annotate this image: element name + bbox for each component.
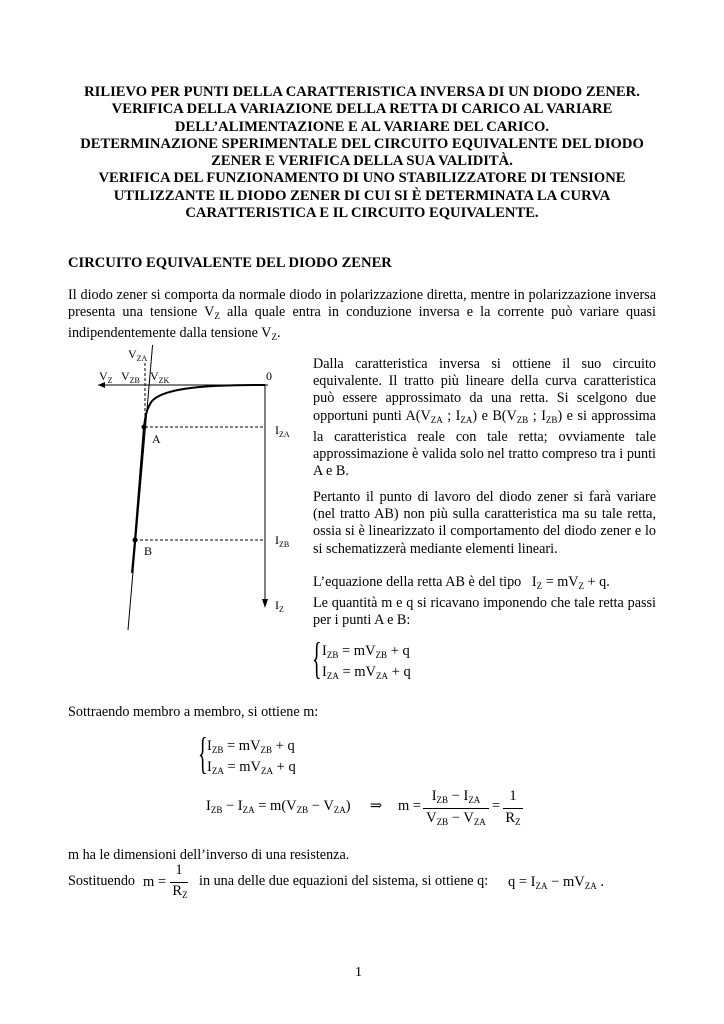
system-eq-1: $I_{ZB} = mV_{ZB} + q$ [322, 643, 410, 660]
m-denominator: $V_{ZB} - V_{ZA}$ [426, 810, 486, 827]
title-line: DELL’ALIMENTAZIONE E AL VARIARE DEL CARICO. [174, 118, 550, 135]
document-title [60, 84, 664, 222]
point-b-marker [133, 538, 138, 543]
substitute-one: 1 [175, 862, 183, 878]
system-eq-2: $I_{ZA} = mV_{ZA} + q$ [322, 664, 411, 681]
difference-equation: $I_{ZB} - I_{ZA} = m(V_{ZB} - V_{ZA})$ [206, 798, 351, 815]
page-number: 1 [355, 965, 362, 980]
intro-paragraph [68, 287, 656, 347]
title-line: RILIEVO PER PUNTI DELLA CARATTERISTICA INVERSA DI UN DIODO ZENER. [84, 84, 640, 100]
izb-label: $I_{ZB}$ [275, 533, 290, 549]
origin-label: 0 [266, 369, 272, 383]
zener-characteristic-graph [90, 345, 300, 630]
system-brace: { [312, 634, 322, 683]
title-line: UTILIZZANTE IL DIODO ZENER DI CUI SI È DETERMINATA LA CURVA [113, 187, 611, 204]
rz-denominator: $R_Z$ [505, 810, 521, 827]
system-eq-1b: $I_{ZB} = mV_{ZB} + q$ [207, 738, 295, 755]
subtract-text: Sottraendo membro a membro, si ottiene m: [68, 704, 319, 720]
title-line: VERIFICA DELLA VARIAZIONE DELLA RETTA DI CARICO AL VARIARE [111, 101, 613, 118]
vzb-label: $V_{ZB}$ [121, 369, 140, 385]
intro-text: alla quale entra in conduzione inversa e la corrente può variare quasi indipendentemente dalla tensione V [68, 304, 656, 342]
vzk-label: $V_{ZK}$ [150, 369, 170, 385]
m-equals: m = [398, 798, 422, 814]
vza-label: $V_{ZA}$ [128, 347, 148, 363]
title-line: ZENER E VERIFICA DELLA SUA VALIDITÀ. [211, 153, 513, 170]
intro-sub: Z [271, 332, 277, 343]
substitute-m-equals: m = [143, 874, 167, 890]
section-heading: CIRCUITO EQUIVALENTE DEL DIODO ZENER [68, 255, 392, 271]
right-paragraph-3: L’equazione della retta AB è del tipo $I_Z = mV_Z + q$. Le quantità m e q si ricavano imponendo che tale retta passi per i punti A e B: [313, 574, 656, 629]
intro-text: Il diodo zener si comporta da normale diodo in polarizzazione diretta, mentre in polarizzazione inversa presenta una tensione V [68, 287, 656, 321]
point-a-label: A [152, 432, 161, 446]
m-dimension-text: m ha le dimensioni dell’inverso di una resistenza. [68, 847, 350, 863]
iza-label: $I_{ZA}$ [275, 423, 290, 439]
title-line: VERIFICA DEL FUNZIONAMENTO DI UNO STABILIZZATORE DI TENSIONE [98, 170, 626, 187]
point-a-marker [142, 425, 147, 430]
rz-fraction-bar [503, 808, 523, 809]
iz-label: $I_Z$ [275, 598, 284, 614]
title-line: CARATTERISTICA E IL CIRCUITO EQUIVALENTE. [185, 205, 539, 222]
point-b-label: B [144, 544, 153, 558]
q-equation: $q = I_{ZA} - mV_{ZA}$ . [508, 874, 604, 891]
substitute-rz: $R_Z$ [172, 883, 188, 900]
one-numerator: 1 [509, 788, 517, 804]
system-eq-2b: $I_{ZA} = mV_{ZA} + q$ [207, 759, 296, 776]
intro-sub: Z [214, 311, 220, 322]
intro-text: . [276, 325, 281, 342]
equals-sign: = [492, 798, 501, 814]
vz-label: $V_Z$ [99, 369, 113, 385]
right-paragraph-1: Dalla caratteristica inversa si ottiene il suo circuito equivalente. Il tratto più lineare della curva caratteristica può essere approssimato da una retta. Si scelgono due opportuni punti $A(V_{ZA}$ ; $I_{ZA}$) e $B(V_{ZB}$ ; $I_{ZB}$) e si approssima la caratteristica reale con tale retta; ovviamente tale approssimazione è valida solo nel tratto compreso tra i punti A e B. [313, 356, 656, 480]
current-axis-arrow [262, 599, 268, 608]
right-paragraph-2: Pertanto il punto di lavoro del diodo zener si farà variare (nel tratto AB) non più sulla caratteristica ma su tale retta, ossia si è linearizzato il comportamento del diodo zener e lo si schematizzerà mediante elementi lineari. [313, 489, 656, 557]
m-fraction-bar [423, 808, 489, 809]
implies-symbol: ⇒ [370, 798, 383, 814]
title-line: DETERMINAZIONE SPERIMENTALE DEL CIRCUITO EQUIVALENTE DEL DIODO [80, 135, 644, 152]
approx-line [128, 345, 153, 630]
system-brace-2: { [198, 729, 208, 778]
substitute-label: Sostituendo [68, 873, 136, 889]
m-numerator: $I_{ZB} - I_{ZA}$ [431, 788, 481, 805]
substitute-text: in una delle due equazioni del sistema, si ottiene q: [199, 873, 489, 889]
